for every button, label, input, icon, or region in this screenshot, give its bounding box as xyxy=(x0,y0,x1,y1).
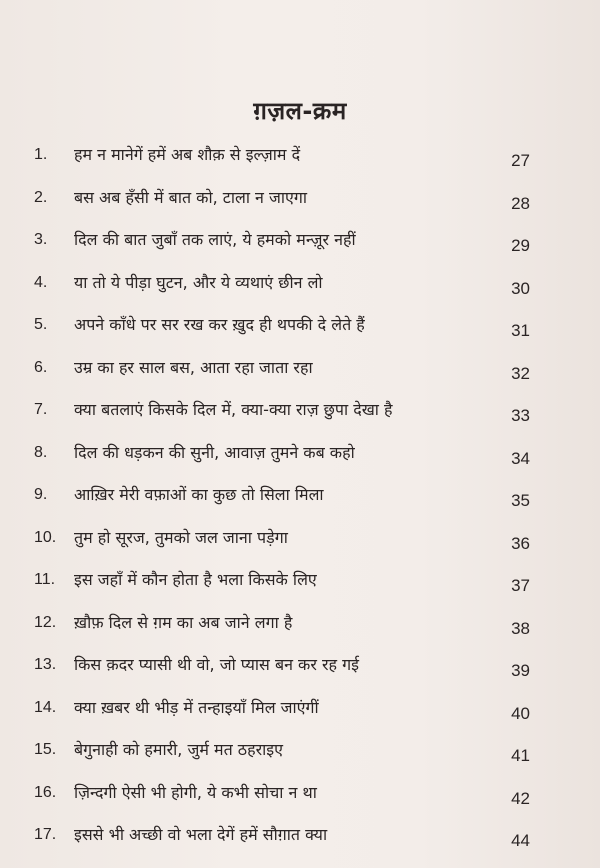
entry-number: 13. xyxy=(34,656,57,673)
entry-page-number: 35 xyxy=(511,491,530,510)
entry-number: 4. xyxy=(34,273,48,291)
entry-page-number: 31 xyxy=(511,321,530,340)
toc-entry xyxy=(0,655,600,698)
entry-page-number: 37 xyxy=(511,576,530,595)
entry-page-number: 28 xyxy=(511,193,530,213)
entry-number: 15. xyxy=(34,741,57,758)
toc-entry xyxy=(0,825,600,868)
entry-title: क्या बतलाएं किसके दिल में, क्या-क्या राज़ छुपा देखा है xyxy=(74,400,393,419)
entry-page-number: 29 xyxy=(511,236,530,255)
entry-page-number: 27 xyxy=(511,151,530,170)
entry-number: 12. xyxy=(34,613,57,631)
entry-title: अपने काँधे पर सर रख कर ख़ुद ही थपकी दे लेते हैं xyxy=(74,315,365,334)
entry-page-number: 41 xyxy=(511,746,530,765)
entry-page-number: 32 xyxy=(511,363,530,383)
entry-number: 8. xyxy=(34,443,48,461)
entry-title: दिल की बात जुबाँ तक लाएं, ये हमको मन्ज़ूर नहीं xyxy=(74,230,356,249)
toc-entry xyxy=(0,613,600,656)
entry-title: दिल की धड़कन की सुनी, आवाज़ तुमने कब कहो xyxy=(74,442,355,462)
entry-number: 17. xyxy=(34,826,57,843)
toc-entry xyxy=(0,740,600,783)
entry-title: किस क़दर प्यासी थी वो, जो प्यास बन कर रह गई xyxy=(74,655,359,674)
entry-number: 1. xyxy=(34,146,48,163)
entry-page-number: 42 xyxy=(511,788,530,808)
toc-entry xyxy=(0,528,600,571)
toc-entry xyxy=(0,485,600,528)
entry-page-number: 33 xyxy=(511,406,530,425)
entry-title: इस जहाँ में कौन होता है भला किसके लिए xyxy=(74,570,317,589)
entry-title: बेगुनाही को हमारी, जुर्म मत ठहराइए xyxy=(74,740,283,759)
entry-title: तुम हो सूरज, तुमको जल जाना पड़ेगा xyxy=(74,527,288,547)
entry-number: 16. xyxy=(34,783,57,801)
entry-page-number: 39 xyxy=(511,661,530,680)
entry-page-number: 40 xyxy=(511,703,530,723)
entry-number: 9. xyxy=(34,486,48,503)
entry-page-number: 34 xyxy=(511,448,530,468)
toc-entry xyxy=(0,315,600,358)
toc-entry xyxy=(0,230,600,273)
entry-title: क्या ख़बर थी भीड़ में तन्हाइयाँ मिल जाएंगीं xyxy=(74,697,319,717)
entry-title: उम्र का हर साल बस, आता रहा जाता रहा xyxy=(74,357,313,377)
toc-entry xyxy=(0,273,600,316)
entry-title: इससे भी अच्छी वो भला देगें हमें सौग़ात क्या xyxy=(74,825,328,844)
entry-number: 11. xyxy=(34,571,56,588)
entry-number: 14. xyxy=(34,698,57,716)
entry-title: ज़िन्दगी ऐसी भी होगी, ये कभी सोचा न था xyxy=(74,782,317,802)
entry-number: 3. xyxy=(34,231,48,248)
entry-page-number: 30 xyxy=(511,278,530,298)
toc-entry xyxy=(0,358,600,401)
entry-number: 10. xyxy=(34,528,57,546)
toc-entry xyxy=(0,400,600,443)
entry-title: या तो ये पीड़ा घुटन, और ये व्यथाएं छीन लो xyxy=(74,272,323,292)
entry-number: 2. xyxy=(34,188,48,206)
toc-entry xyxy=(0,783,600,826)
toc-entry xyxy=(0,188,600,231)
entry-title: बस अब हँसी में बात को, टाला न जाएगा xyxy=(74,187,308,207)
entry-page-number: 44 xyxy=(511,831,530,850)
entry-number: 7. xyxy=(34,401,48,418)
toc-entry xyxy=(0,698,600,741)
toc-entry xyxy=(0,145,600,188)
entry-page-number: 36 xyxy=(511,533,530,553)
page-title: ग़ज़ल-क्रम xyxy=(253,97,347,125)
entry-page-number: 38 xyxy=(511,618,530,638)
toc-entry xyxy=(0,443,600,486)
entry-title: हम न मानेगें हमें अब शौक़ से इल्ज़ाम दें xyxy=(74,145,301,164)
entry-title: आख़िर मेरी वफ़ाओं का कुछ तो सिला मिला xyxy=(74,485,324,504)
entry-number: 6. xyxy=(34,358,48,376)
entry-title: ख़ौफ़ दिल से ग़म का अब जाने लगा है xyxy=(74,612,293,632)
entry-number: 5. xyxy=(34,316,48,333)
toc-entry xyxy=(0,570,600,613)
table-of-contents xyxy=(0,145,600,868)
